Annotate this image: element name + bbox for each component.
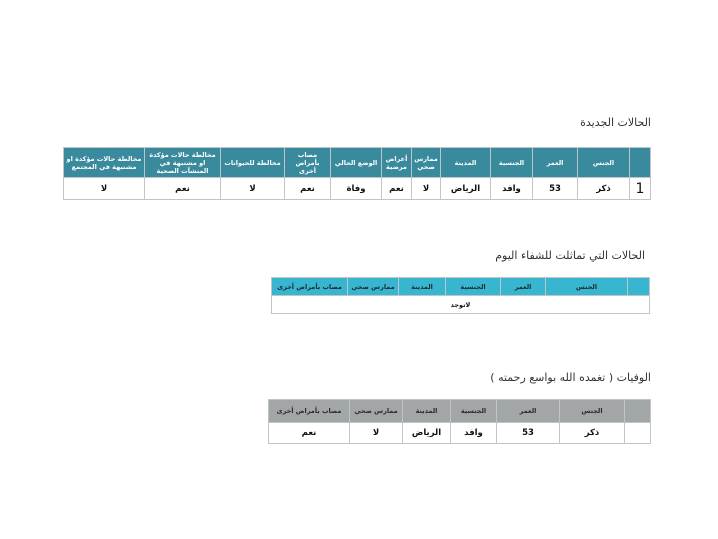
cell-age: 53: [497, 423, 560, 444]
header-other-diseases: مصاب بأمراض أخرى: [269, 400, 350, 423]
header-animal-contact: مخالطة للحيوانات: [221, 148, 285, 178]
header-nationality: الجنسية: [491, 148, 533, 178]
cell-index: 1: [630, 178, 651, 200]
cell-city: الرياض: [441, 178, 491, 200]
header-age: العمر: [533, 148, 578, 178]
header-index: [625, 400, 651, 423]
header-index: [628, 278, 650, 296]
cell-nationality: وافد: [491, 178, 533, 200]
table-row: [269, 423, 651, 444]
empty-cell: لاتوجد: [272, 296, 650, 314]
header-gender: الجنس: [560, 400, 625, 423]
cell-community-contact: لا: [64, 178, 145, 200]
header-city: المدينة: [399, 278, 446, 296]
header-index: [630, 148, 651, 178]
header-age: العمر: [501, 278, 546, 296]
header-other-diseases: مصاب بأمراض أخرى: [272, 278, 348, 296]
header-gender: الجنس: [546, 278, 628, 296]
recovered-header-row: [272, 278, 650, 296]
table-row: [64, 178, 651, 200]
cell-health-practitioner: لا: [350, 423, 403, 444]
header-age: العمر: [497, 400, 560, 423]
cell-animal-contact: لا: [221, 178, 285, 200]
header-community-contact: مخالطة حالات مؤكدة او مشتبهة في المجتمع: [64, 148, 145, 178]
table-row: [272, 296, 650, 314]
header-city: المدينة: [441, 148, 491, 178]
cell-nationality: وافد: [451, 423, 497, 444]
cell-index: [625, 423, 651, 444]
recovered-title: الحالات التي تماثلت للشفاء اليوم: [495, 249, 645, 262]
header-facility-contact: مخالطة حالات مؤكدة او مشتبهة في المنشآت الصحية: [145, 148, 221, 178]
header-current-status: الوضع الحالي: [331, 148, 382, 178]
cell-facility-contact: نعم: [145, 178, 221, 200]
deaths-table: [268, 399, 651, 444]
new-cases-title: الحالات الجديدة: [580, 116, 651, 129]
new-cases-header-row: [64, 148, 651, 178]
header-nationality: الجنسية: [451, 400, 497, 423]
deaths-title: الوفيات ( تغمده الله بواسع رحمته ): [490, 371, 651, 384]
cell-gender: ذكر: [560, 423, 625, 444]
deaths-header-row: [269, 400, 651, 423]
recovered-table: [271, 277, 650, 314]
cell-city: الرياض: [403, 423, 451, 444]
header-city: المدينة: [403, 400, 451, 423]
cell-health-practitioner: لا: [412, 178, 441, 200]
cell-symptoms: نعم: [382, 178, 412, 200]
header-gender: الجنس: [578, 148, 630, 178]
cell-gender: ذكر: [578, 178, 630, 200]
cell-other-diseases: نعم: [285, 178, 331, 200]
header-health-practitioner: ممارس صحي: [348, 278, 399, 296]
new-cases-table: [63, 147, 651, 200]
header-other-diseases: مصاب بأمراض أخرى: [285, 148, 331, 178]
header-health-practitioner: ممارس صحي: [350, 400, 403, 423]
header-nationality: الجنسية: [446, 278, 501, 296]
header-symptoms: أعراض مرضية: [382, 148, 412, 178]
cell-current-status: وفاة: [331, 178, 382, 200]
cell-other-diseases: نعم: [269, 423, 350, 444]
header-health-practitioner: ممارس صحي: [412, 148, 441, 178]
cell-age: 53: [533, 178, 578, 200]
